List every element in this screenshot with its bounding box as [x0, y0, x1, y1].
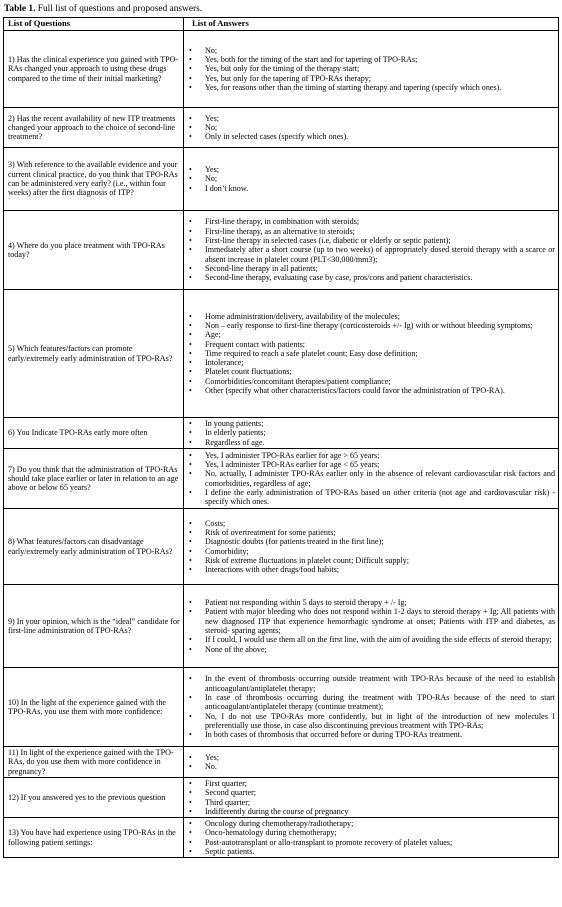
answer-item: • Frequent contact with patients; — [187, 340, 555, 349]
table-row — [4, 585, 559, 668]
answer-item: • Yes; — [187, 165, 555, 174]
question-cell: 10) In the light of the experience gained with the TPO-RAs, you use them with more confidence: — [4, 668, 184, 747]
answer-item: • No; — [187, 46, 555, 55]
question-cell: 7) Do you think that the administration of TPO-RAs should take place earlier or later in relation to an age above or below 65 years? — [4, 449, 184, 509]
answer-list — [187, 46, 555, 92]
answer-item: • Second-line therapy, evaluating case by case, pros/cons and patient characteristics. — [187, 273, 555, 282]
answer-item: • Platelet count fluctuations; — [187, 367, 555, 376]
answer-list — [187, 217, 555, 282]
answer-item: • Non – early response to first-line therapy (corticosteroids +/- Ig) with or without bleeding symptoms; — [187, 321, 555, 330]
answers-cell — [184, 148, 559, 211]
answer-item: • Patient not responding within 5 days to steroid therapy + /- Ig; — [187, 598, 555, 607]
answer-item: • Immediately after a short course (up to two weeks) of appropriately dosed steroid therapy with a scarce or absent increase in platelet count (PLT<30,000/mm3); — [187, 245, 555, 264]
answer-item: • No; — [187, 174, 555, 183]
question-cell: 9) In your opinion, which is the “ideal” candidate for first-line administration of TPO-RAs? — [4, 585, 184, 668]
question-cell: 12) If you answered yes to the previous question — [4, 778, 184, 818]
table-row — [4, 509, 559, 585]
answer-item: • Indifferently during the course of pregnancy — [187, 807, 555, 816]
answers-cell — [184, 778, 559, 818]
table-caption-text: Full list of questions and proposed answers. — [35, 4, 203, 14]
answer-item: • Only in selected cases (specify which ones). — [187, 132, 555, 141]
table-caption — [4, 3, 559, 15]
answer-item: • First-line therapy in selected cases (i.e, diabetic or elderly or septic patient); — [187, 236, 555, 245]
questions-table — [3, 17, 559, 858]
question-cell: 8) What features/factors can disadvantage early/extremely early administration of TPO-RAs? — [4, 509, 184, 585]
answer-item: • Yes, I administer TPO-RAs earlier for age > 65 years; — [187, 451, 555, 460]
answer-item: • Onco-hematology during chemotherapy; — [187, 828, 555, 837]
answer-item: • Septic patients. — [187, 847, 555, 856]
answer-list — [187, 753, 555, 772]
answer-item: • In elderly patients; — [187, 428, 555, 437]
answer-item: • Risk of extreme fluctuations in platelet count; Difficult supply; — [187, 556, 555, 565]
answers-cell — [184, 418, 559, 449]
answer-list — [187, 312, 555, 396]
answer-list — [187, 598, 555, 654]
answer-item: • Intolerance; — [187, 358, 555, 367]
answer-item: • In case of thrombosis occurring during the treatment with TPO-RAs because of the need to start anticoagulant/antiplatelet therapy (continue treatment); — [187, 693, 555, 712]
answer-item: • First quarter; — [187, 779, 555, 788]
answer-item: • In the event of thrombosis occurring outside treatment with TPO-RAs because of the need to establish anticoagulant/antiplatelet therapy; — [187, 674, 555, 693]
answer-item: • First-line therapy, as an alternative to steroids; — [187, 227, 555, 236]
answer-item: • Comorbidities/concomitant therapies/patient compliance; — [187, 377, 555, 386]
answer-list — [187, 419, 555, 447]
answer-item: • Time required to reach a safe platelet count; Easy dose definition; — [187, 349, 555, 358]
answer-item: • Yes, but only for the tapering of TPO-RAs therapy; — [187, 74, 555, 83]
answer-item: • Yes, I administer TPO-RAs earlier for age < 65 years; — [187, 460, 555, 469]
question-cell: 13) You have had experience using TPO-RAs in the following patient settings: — [4, 818, 184, 858]
answers-cell — [184, 509, 559, 585]
answer-list — [187, 674, 555, 739]
answer-item: • Diagnostic doubts (for patients treated in the first line); — [187, 537, 555, 546]
answer-item: • Other (specify what other characteristics/factors could favor the administration of TPO-RA). — [187, 386, 555, 395]
answer-item: • Second quarter; — [187, 788, 555, 797]
table-row — [4, 449, 559, 509]
answers-cell — [184, 668, 559, 747]
answer-list — [187, 819, 555, 856]
answer-item: • Risk of overtreatment for some patients; — [187, 528, 555, 537]
table-row — [4, 290, 559, 418]
question-cell: 1) Has the clinical experience you gained with TPO-RAs changed your approach to using these drugs compared to the time of their initial marketing? — [4, 31, 184, 108]
table-row — [4, 108, 559, 148]
answer-item: • I define the early administration of TPO-RAs based on other criteria (not age and cardiovascular risk) - specify which ones. — [187, 488, 555, 507]
question-cell: 11) In light of the experience gained with the TPO-RAs, do you use them with more confidence in pregnancy? — [4, 747, 184, 778]
table-row — [4, 418, 559, 449]
answer-item: • No, actually, I administer TPO-RAs earlier only in the absence of relevant cardiovascular risk factors and comorbidities, regardless of age; — [187, 469, 555, 488]
answer-list — [187, 519, 555, 575]
question-cell: 6) You Indicate TPO-RAs early more often — [4, 418, 184, 449]
answer-item: • Costs; — [187, 519, 555, 528]
answers-cell — [184, 585, 559, 668]
header-questions: List of Questions — [4, 18, 184, 31]
answers-cell — [184, 211, 559, 290]
answer-item: • If I could, I would use them all on the first line, with the aim of avoiding the side effects of steroid therapy; — [187, 635, 555, 644]
question-cell: 4) Where do you place treatment with TPO-RAs today? — [4, 211, 184, 290]
answer-item: • Home administration/delivery, availability of the molecules; — [187, 312, 555, 321]
answer-item: • In young patients; — [187, 419, 555, 428]
table-row — [4, 148, 559, 211]
table-row — [4, 747, 559, 778]
answers-cell — [184, 747, 559, 778]
table-body — [4, 31, 559, 858]
table-row — [4, 818, 559, 858]
answer-list — [187, 451, 555, 507]
answer-item: • I don’t know. — [187, 184, 555, 193]
answer-item: • No, I do not use TPO-RAs more confidently, but in light of the introduction of new molecules I preferentially use those, in case also discontinuing previous treatment with TPO-RAs; — [187, 712, 555, 731]
answer-item: • Yes; — [187, 753, 555, 762]
answer-item: • In both cases of thrombosis that occurred before or during TPO-RAs treatment. — [187, 730, 555, 739]
answer-item: • Yes, but only for the timing of the therapy start; — [187, 64, 555, 73]
answer-item: • Oncology during chemotherapy/radiotherapy; — [187, 819, 555, 828]
answer-list — [187, 165, 555, 193]
question-cell: 3) With reference to the available evidence and your current clinical practice, do you think that TPO-RAs can be administered very early? (i.e., within four weeks) after the first diagnosis of ITP? — [4, 148, 184, 211]
table-row — [4, 668, 559, 747]
question-cell: 5) Which features/factors can promote early/extremely early administration of TPO-RAs? — [4, 290, 184, 418]
answer-item: • Comorbidity; — [187, 547, 555, 556]
answer-item: • First-line therapy, in combination with steroids; — [187, 217, 555, 226]
answers-cell — [184, 108, 559, 148]
table-header-row — [4, 18, 559, 31]
answer-item: • None of the above; — [187, 645, 555, 654]
answer-item: • No; — [187, 123, 555, 132]
answer-item: • Yes, for reasons other than the timing of starting therapy and tapering (specify which ones). — [187, 83, 555, 92]
answer-item: • Age; — [187, 330, 555, 339]
answers-cell — [184, 818, 559, 858]
header-answers: List of Answers — [184, 18, 559, 31]
answer-item: • Second-line therapy in all patients; — [187, 264, 555, 273]
table-row — [4, 31, 559, 108]
answer-item: • Patient with major bleeding who does not respond within 1-2 days to steroid therapy + Ig; All patients with new diagnosed ITP that experience hemorrhagic syndrome at onset; Patients with ITP and diabetes, as steroid- sparing agents; — [187, 607, 555, 635]
answers-cell — [184, 449, 559, 509]
table-caption-label: Table 1. — [4, 4, 36, 14]
answer-item: • No. — [187, 762, 555, 771]
answers-cell — [184, 290, 559, 418]
answer-item: • Yes, both for the timing of the start and for tapering of TPO-RAs; — [187, 55, 555, 64]
answer-item: • Yes; — [187, 114, 555, 123]
table-row — [4, 211, 559, 290]
answer-list — [187, 114, 555, 142]
answers-cell — [184, 31, 559, 108]
table-row — [4, 778, 559, 818]
answer-list — [187, 779, 555, 816]
question-cell: 2) Has the recent availability of new ITP treatments changed your approach to the choice of second-line treatment? — [4, 108, 184, 148]
answer-item: • Regardless of age. — [187, 438, 555, 447]
answer-item: • Interactions with other drugs/food habits; — [187, 565, 555, 574]
answer-item: • Third quarter; — [187, 798, 555, 807]
answer-item: • Post-autotransplant or allo-transplant to promote recovery of platelet values; — [187, 838, 555, 847]
